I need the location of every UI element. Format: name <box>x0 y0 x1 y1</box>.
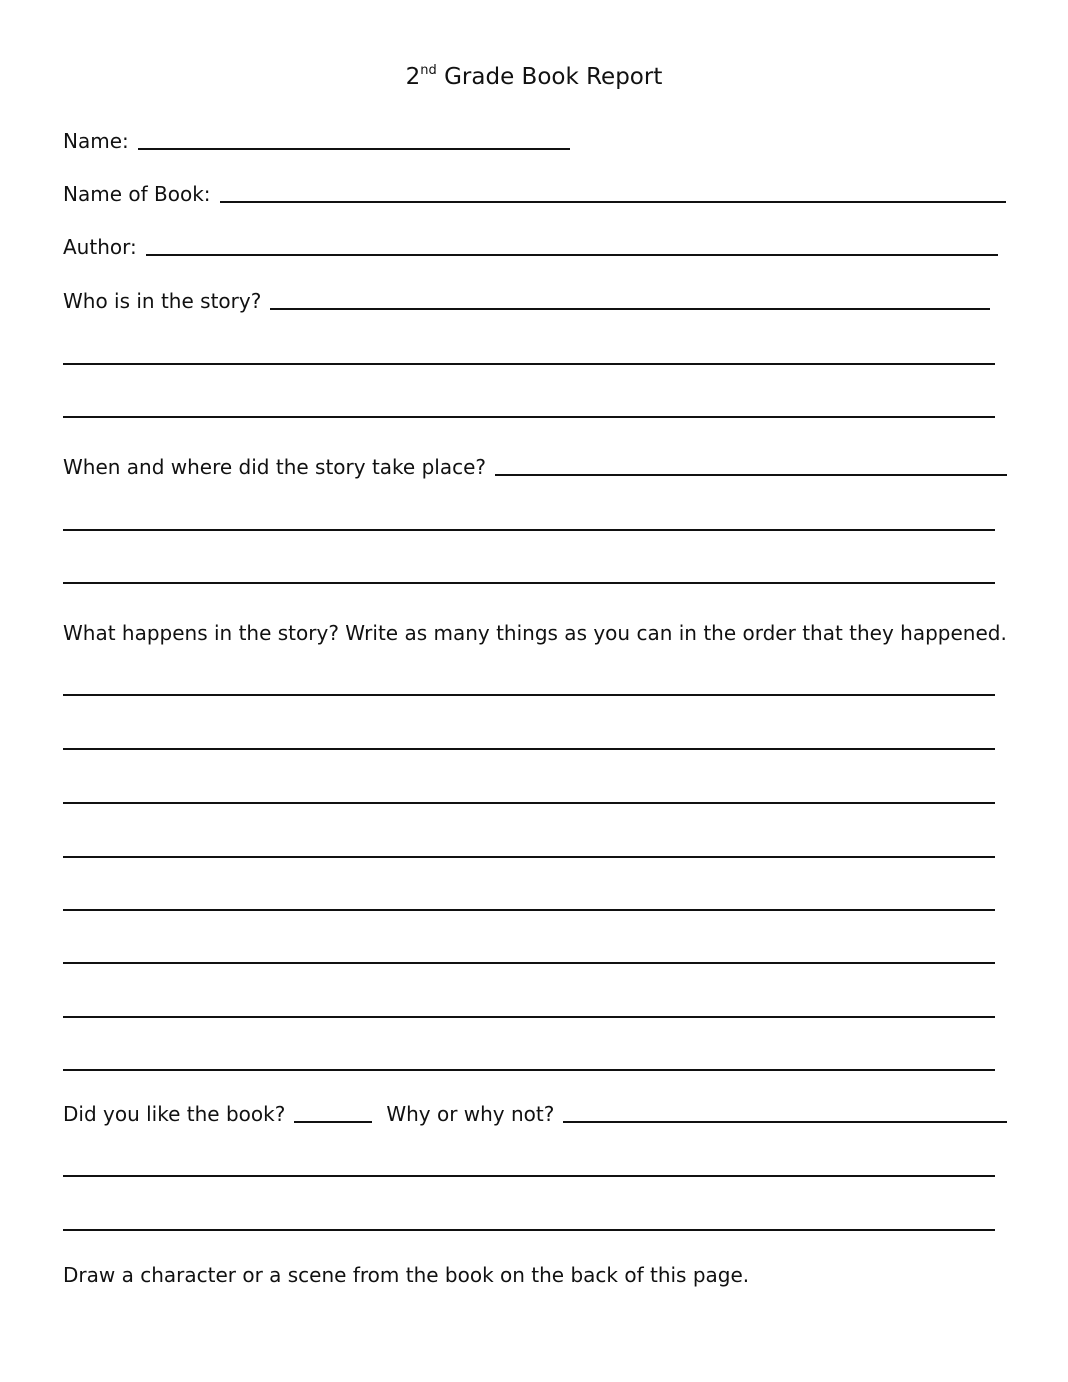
characters-line-1[interactable] <box>63 363 995 365</box>
name-field[interactable] <box>138 148 570 150</box>
reason-label: Why or why not? <box>386 1102 555 1126</box>
plot-line-8[interactable] <box>63 1069 995 1071</box>
book-name-label: Name of Book: <box>63 182 211 206</box>
book-name-row <box>63 182 1006 206</box>
title-grade-suffix: nd <box>420 63 437 78</box>
characters-label: Who is in the story? <box>63 289 262 313</box>
setting-label: When and where did the story take place? <box>63 455 487 479</box>
opinion-label: Did you like the book? <box>63 1102 286 1126</box>
plot-label: What happens in the story? Write as many things as you can in the order that they happened. <box>63 621 1007 645</box>
title-text: Grade Book Report <box>444 64 663 90</box>
name-label: Name: <box>63 129 129 153</box>
setting-row <box>63 455 1007 479</box>
reason-line-2[interactable] <box>63 1229 995 1231</box>
opinion-field[interactable] <box>294 1121 372 1123</box>
author-field[interactable] <box>146 254 998 256</box>
characters-field[interactable] <box>270 308 990 310</box>
author-row <box>63 235 998 259</box>
plot-line-6[interactable] <box>63 962 995 964</box>
book-name-field[interactable] <box>220 201 1006 203</box>
plot-line-4[interactable] <box>63 856 995 858</box>
plot-line-5[interactable] <box>63 909 995 911</box>
title-grade-number: 2 <box>405 64 421 90</box>
characters-row <box>63 289 990 313</box>
plot-line-2[interactable] <box>63 748 995 750</box>
characters-line-2[interactable] <box>63 416 995 418</box>
reason-field[interactable] <box>563 1121 1007 1123</box>
opinion-row <box>63 1102 1007 1126</box>
setting-line-2[interactable] <box>63 582 995 584</box>
plot-line-1[interactable] <box>63 694 995 696</box>
setting-line-1[interactable] <box>63 529 995 531</box>
drawing-instruction: Draw a character or a scene from the book on the back of this page. <box>63 1263 750 1287</box>
page-title <box>0 62 1068 92</box>
reason-line-1[interactable] <box>63 1175 995 1177</box>
plot-line-3[interactable] <box>63 802 995 804</box>
author-label: Author: <box>63 235 137 259</box>
setting-field[interactable] <box>495 474 1007 476</box>
plot-line-7[interactable] <box>63 1016 995 1018</box>
name-row <box>63 129 570 153</box>
